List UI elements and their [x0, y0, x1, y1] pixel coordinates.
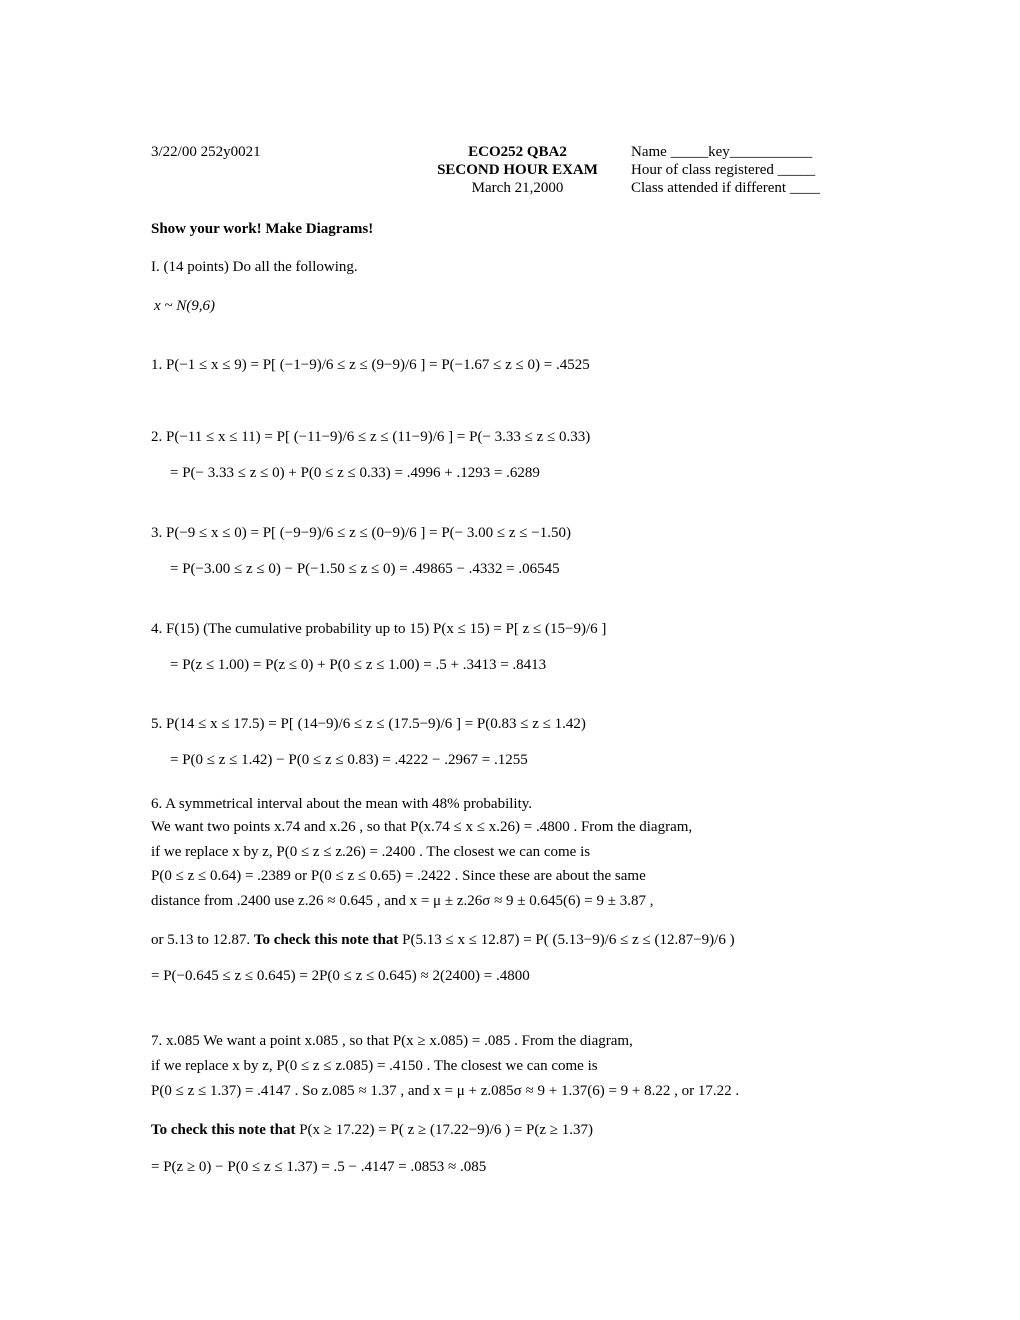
item-6-line-4: P(0 ≤ z ≤ 0.64) = .2389 or P(0 ≤ z ≤ 0.65) = .2422 . Since these are about the same — [151, 868, 646, 884]
item-7-line-4 — [151, 1121, 593, 1139]
item-6-line-7: = P(−0.645 ≤ z ≤ 0.645) = 2P(0 ≤ z ≤ 0.645) ≈ 2(2400) = .4800 — [151, 968, 530, 984]
header-exam-title: SECOND HOUR EXAM — [437, 162, 598, 178]
item-7-line-1: 7. x.085 We want a point x.085 , so that P(x ≥ x.085) = .085 . From the diagram, — [151, 1033, 633, 1049]
header-class-field: Class attended if different ____ — [631, 180, 820, 196]
item-7-line-2: if we replace x by z, P(0 ≤ z ≤ z.085) = .4150 . The closest we can come is — [151, 1058, 598, 1074]
header-course-code: ECO252 QBA2 — [468, 144, 567, 160]
item-4-line-1: 4. F(15) (The cumulative probability up to 15) P(x ≤ 15) = P[ z ≤ (15−9)/6 ] — [151, 621, 607, 637]
item-5-line-1: 5. P(14 ≤ x ≤ 17.5) = P[ (14−9)/6 ≤ z ≤ (17.5−9)/6 ] = P(0.83 ≤ z ≤ 1.42) — [151, 716, 586, 732]
item-6-check-eq: P(5.13 ≤ x ≤ 12.87) = P( (5.13−9)/6 ≤ z ≤ (12.87−9)/6 ) — [398, 932, 735, 948]
header-exam-date: March 21,2000 — [471, 180, 564, 196]
item-7-line-3: P(0 ≤ z ≤ 1.37) = .4147 . So z.085 ≈ 1.37 , and x = μ + z.085σ ≈ 9 + 1.37(6) = 9 + 8.22 , or 17.22 . — [151, 1083, 740, 1099]
header-date-code: 3/22/00 252y0021 — [151, 144, 261, 160]
instruction: Show your work! Make Diagrams! — [151, 221, 374, 237]
item-6-line-6 — [151, 931, 735, 949]
item-6-line-1: 6. A symmetrical interval about the mean with 48% probability. — [151, 796, 533, 812]
item-5-line-2: = P(0 ≤ z ≤ 1.42) − P(0 ≤ z ≤ 0.83) = .4222 − .2967 = .1255 — [170, 752, 528, 768]
item-4-line-2: = P(z ≤ 1.00) = P(z ≤ 0) + P(0 ≤ z ≤ 1.00) = .5 + .3413 = .8413 — [170, 657, 547, 673]
item-3-line-2: = P(−3.00 ≤ z ≤ 0) − P(−1.50 ≤ z ≤ 0) = .49865 − .4332 = .06545 — [170, 561, 560, 577]
item-2-line-1: 2. P(−11 ≤ x ≤ 11) = P[ (−11−9)/6 ≤ z ≤ (11−9)/6 ] = P(− 3.33 ≤ z ≤ 0.33) — [151, 429, 591, 445]
item-2-line-2: = P(− 3.33 ≤ z ≤ 0) + P(0 ≤ z ≤ 0.33) = .4996 + .1293 = .6289 — [170, 465, 540, 481]
section-title: I. (14 points) Do all the following. — [151, 259, 358, 275]
item-1-line-1: 1. P(−1 ≤ x ≤ 9) = P[ (−1−9)/6 ≤ z ≤ (9−9)/6 ] = P(−1.67 ≤ z ≤ 0) = .4525 — [151, 357, 590, 373]
item-6-line-5: distance from .2400 use z.26 ≈ 0.645 , and x = μ ± z.26σ ≈ 9 ± 0.645(6) = 9 ± 3.87 , — [151, 893, 654, 909]
given-distribution: x ~ N(9,6) — [154, 298, 216, 314]
item-6-line-2: We want two points x.74 and x.26 , so that P(x.74 ≤ x ≤ x.26) = .4800 . From the diagram, — [151, 819, 693, 835]
item-6-line-6-text: or 5.13 to 12.87. — [151, 932, 254, 948]
item-6-check-label: To check this note that — [253, 932, 399, 948]
header-name-field: Name _____key___________ — [631, 144, 813, 160]
item-3-line-1: 3. P(−9 ≤ x ≤ 0) = P[ (−9−9)/6 ≤ z ≤ (0−9)/6 ] = P(− 3.00 ≤ z ≤ −1.50) — [151, 525, 571, 541]
item-7-line-5: = P(z ≥ 0) − P(0 ≤ z ≤ 1.37) = .5 − .4147 = .0853 ≈ .085 — [151, 1159, 487, 1175]
header-course — [410, 143, 625, 197]
header-student-info — [631, 143, 820, 197]
item-7-check-eq: P(x ≥ 17.22) = P( z ≥ (17.22−9)/6 ) = P(z ≥ 1.37) — [295, 1122, 594, 1138]
item-6-line-3: if we replace x by z, P(0 ≤ z ≤ z.26) = .2400 . The closest we can come is — [151, 844, 591, 860]
header-hour-field: Hour of class registered _____ — [631, 162, 816, 178]
item-7-check-label: To check this note that — [151, 1122, 296, 1138]
